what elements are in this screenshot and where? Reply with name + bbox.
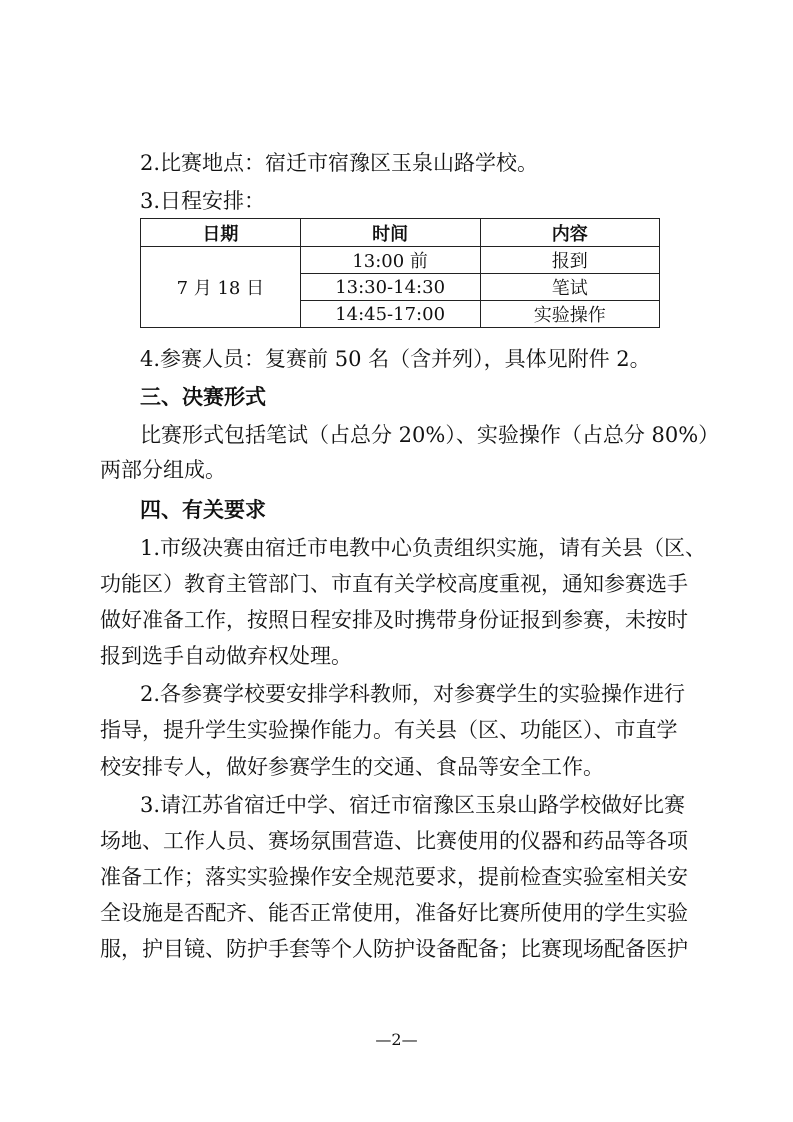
paragraph-format-line-1: 比赛形式包括笔试（占总分 20%）、实验操作（占总分 80%） — [140, 423, 720, 447]
paragraph-format-line-2: 两部分组成。 — [100, 458, 226, 482]
header-date: 日期 — [141, 219, 301, 247]
content-cell: 报到 — [480, 247, 659, 274]
table-header-row — [141, 219, 660, 247]
paragraph-req1-line-2: 功能区）教育主管部门、市直有关学校高度重视，通知参赛选手 — [100, 572, 688, 596]
paragraph-req3-line-1: 3.请江苏省宿迁中学、宿迁市宿豫区玉泉山路学校做好比赛 — [140, 793, 686, 817]
paragraph-req3-line-3: 准备工作；落实实验操作安全规范要求，提前检查实验室相关安 — [100, 865, 688, 889]
time-cell: 13:30-14:30 — [300, 274, 480, 301]
paragraph-req2-line-1: 2.各参赛学校要安排学科教师，对参赛学生的实验操作进行 — [140, 682, 686, 706]
content-cell: 实验操作 — [480, 301, 659, 328]
date-cell: 7 月 18 日 — [141, 247, 301, 328]
paragraph-schedule-label: 3.日程安排： — [140, 189, 266, 213]
paragraph-req1-line-4: 报到选手自动做弃权处理。 — [100, 644, 352, 668]
paragraph-req3-line-5: 服，护目镜、防护手套等个人防护设备配备；比赛现场配备医护 — [100, 937, 688, 961]
page-number: —2— — [375, 1030, 418, 1049]
time-cell: 14:45-17:00 — [300, 301, 480, 328]
paragraph-req1-line-3: 做好准备工作，按照日程安排及时携带身份证报到参赛，未按时 — [100, 608, 688, 632]
paragraph-req2-line-3: 校安排专人，做好参赛学生的交通、食品等安全工作。 — [100, 755, 604, 779]
paragraph-req3-line-4: 全设施是否配齐、能否正常使用，准备好比赛所使用的学生实验 — [100, 901, 688, 925]
section-heading-final-format: 三、决赛形式 — [140, 385, 266, 409]
paragraph-location: 2.比赛地点：宿迁市宿豫区玉泉山路学校。 — [140, 151, 539, 175]
paragraph-req1-line-1: 1.市级决赛由宿迁市电教中心负责组织实施，请有关县（区、 — [140, 536, 707, 560]
section-heading-requirements: 四、有关要求 — [140, 498, 266, 522]
header-time: 时间 — [300, 219, 480, 247]
time-cell: 13:00 前 — [300, 247, 480, 274]
schedule-table — [140, 218, 660, 328]
paragraph-participants: 4.参赛人员：复赛前 50 名（含并列），具体见附件 2。 — [140, 347, 651, 371]
paragraph-req3-line-2: 场地、工作人员、赛场氛围营造、比赛使用的仪器和药品等各项 — [100, 829, 688, 853]
table-row — [141, 247, 660, 274]
content-cell: 笔试 — [480, 274, 659, 301]
header-content: 内容 — [480, 219, 659, 247]
paragraph-req2-line-2: 指导，提升学生实验操作能力。有关县（区、功能区）、市直学 — [100, 718, 678, 742]
